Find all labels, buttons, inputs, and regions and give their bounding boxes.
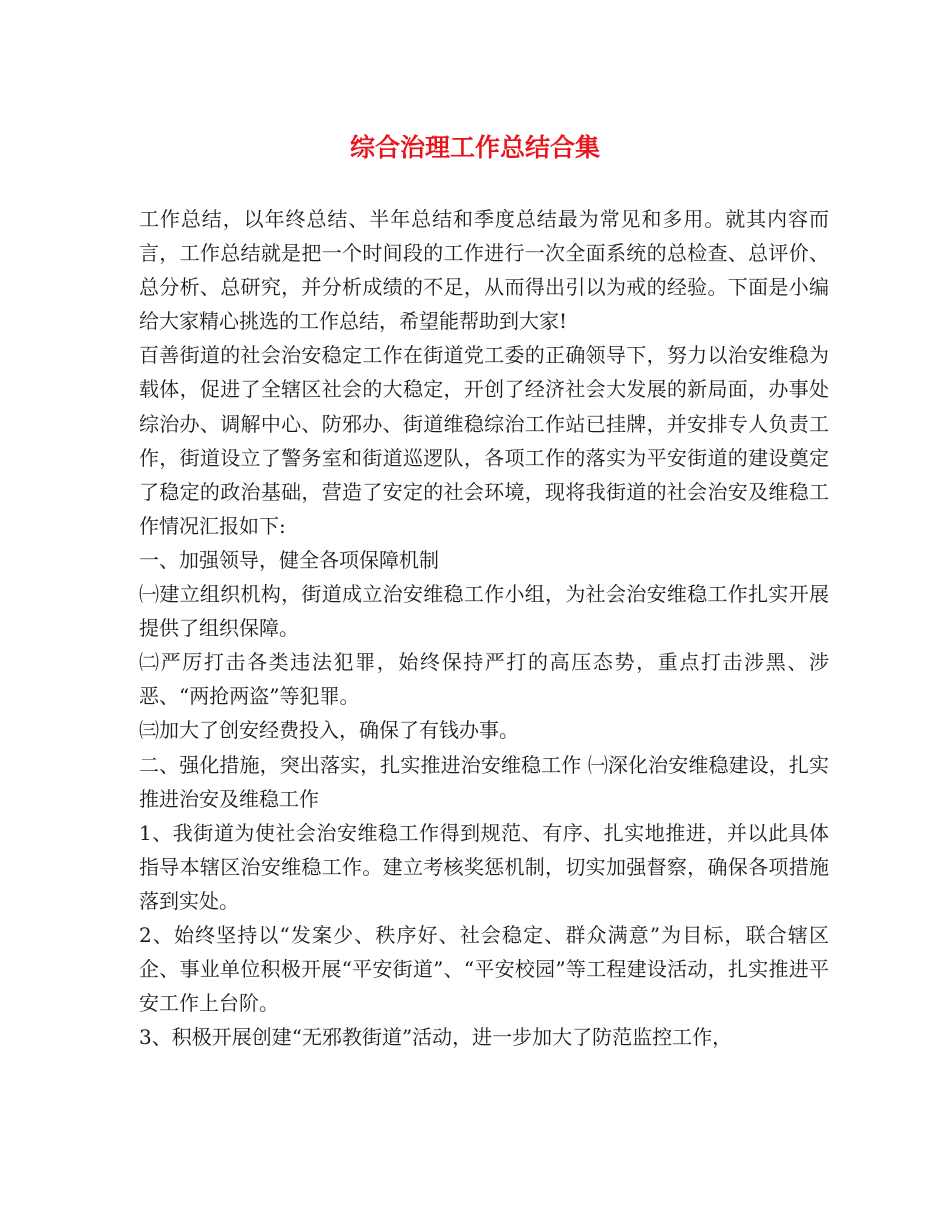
background-paragraph: 百善街道的社会治安稳定工作在街道党工委的正确领导下，努力以治安维稳为载体，促进了全辖区社会的大稳定，开创了经济社会大发展的新局面，办事处综治办、调解中心、防邪办、街道维稳综治工作站已挂牌，并安排专人负责工作，街道设立了警务室和街道巡逻队，各项工作的落实为平安街道的建设奠定了稳定的政治基础，营造了安定的社会环境，现将我街道的社会治安及维稳工作情况汇报如下:	[139, 343, 829, 538]
list-item: 2、始终坚持以“发案少、秩序好、社会稳定、群众满意”为目标，联合辖区企、事业单位积极开展“平安街道”、“平安校园”等工程建设活动，扎实推进平安工作上台阶。	[139, 922, 829, 1016]
list-item: 1、我街道为使社会治安维稳工作得到规范、有序、扎实地推进，并以此具体指导本辖区治安维稳工作。建立考核奖惩机制，切实加强督察，确保各项措施落到实处。	[139, 820, 829, 913]
document-body	[139, 202, 829, 1054]
section-heading-1: 一、加强领导，健全各项保障机制	[139, 547, 439, 572]
list-item: ㈠建立组织机构，街道成立治安维稳工作小组，为社会治安维稳工作扎实开展提供了组织保障。	[139, 582, 829, 641]
list-item: ㈢加大了创安经费投入，确保了有钱办事。	[139, 718, 519, 743]
document-title: 综合治理工作总结合集	[349, 133, 600, 162]
list-item: ㈡严厉打击各类违法犯罪，始终保持严打的高压态势，重点打击涉黑、涉恶、“两抢两盗”等犯罪。	[139, 650, 829, 709]
section-heading-2: 二、强化措施，突出落实，扎实推进治安维稳工作 ㈠深化治安维稳建设，扎实推进治安及维稳工作	[139, 752, 829, 811]
intro-paragraph: 工作总结，以年终总结、半年总结和季度总结最为常见和多用。就其内容而言，工作总结就是把一个时间段的工作进行一次全面系统的总检查、总评价、总分析、总研究，并分析成绩的不足，从而得出引以为戒的经验。下面是小编给大家精心挑选的工作总结，希望能帮助到大家!	[139, 207, 829, 334]
list-item: 3、积极开展创建“无邪教街道”活动，进一步加大了防范监控工作，	[139, 1025, 733, 1050]
